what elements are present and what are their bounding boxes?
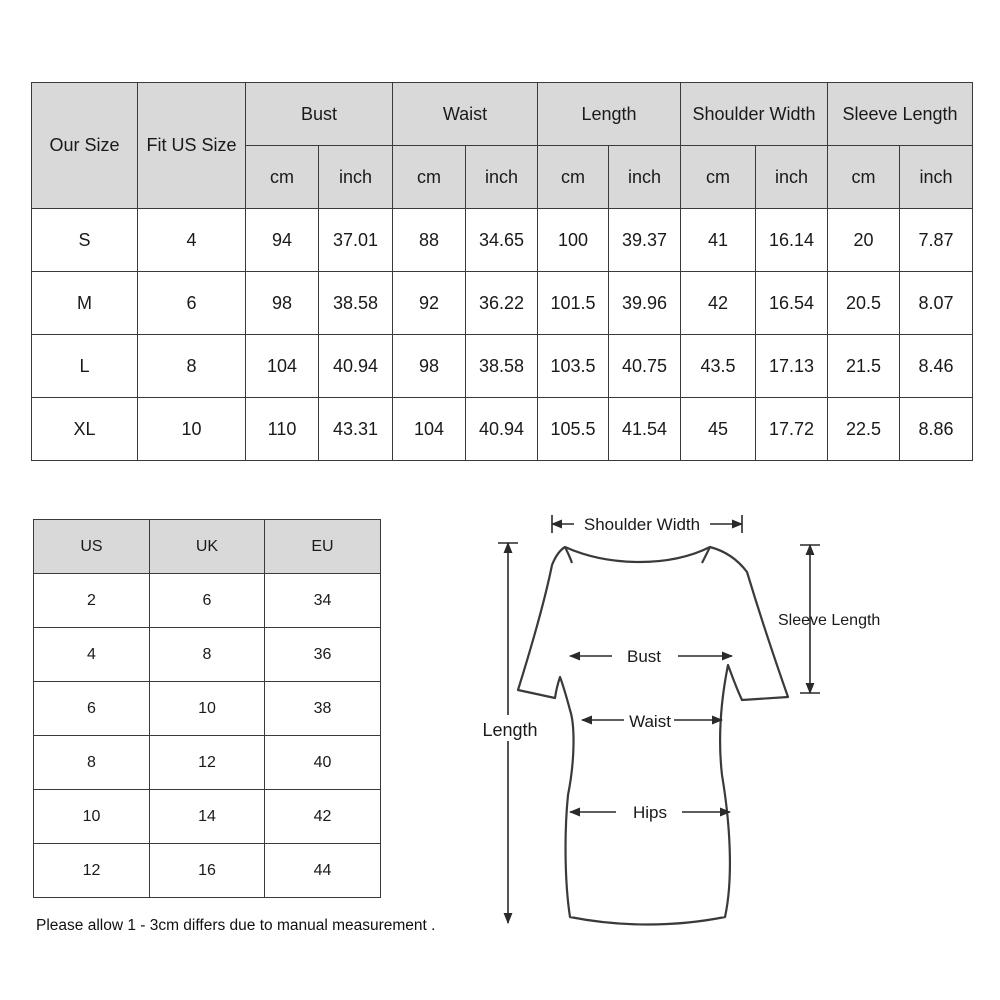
conversion-cell: 34 [265,574,381,628]
unit-inch-header: inch [756,146,828,209]
conversion-cell: 40 [265,736,381,790]
conversion-cell: 10 [34,790,150,844]
size-cell: 43.31 [319,398,393,461]
conversion-cell: 8 [34,736,150,790]
size-cell: 8.07 [900,272,973,335]
unit-inch-header: inch [900,146,973,209]
conversion-cell: 10 [150,682,265,736]
size-chart-header-row [32,83,973,146]
conversion-cell: 12 [34,844,150,898]
conversion-cell: 6 [150,574,265,628]
eu-header: EU [265,520,381,574]
size-cell: 20 [828,209,900,272]
size-cell: 40.94 [319,335,393,398]
size-cell: 36.22 [466,272,538,335]
unit-cm-header: cm [393,146,466,209]
conversion-cell: 6 [34,682,150,736]
size-cell: 98 [393,335,466,398]
unit-cm-header: cm [828,146,900,209]
shoulder-width-header: Shoulder Width [681,83,828,146]
size-cell: XL [32,398,138,461]
conversion-cell: 42 [265,790,381,844]
size-cell: 42 [681,272,756,335]
size-cell: 92 [393,272,466,335]
unit-inch-header: inch [609,146,681,209]
dress-measurement-diagram [470,505,890,935]
size-cell: 39.37 [609,209,681,272]
size-cell: 17.72 [756,398,828,461]
size-row [32,335,973,398]
size-cell: 39.96 [609,272,681,335]
size-cell: 101.5 [538,272,609,335]
bust-label: Bust [626,647,662,666]
conversion-row [34,628,381,682]
size-cell: 16.54 [756,272,828,335]
conversion-cell: 12 [150,736,265,790]
our-size-header: Our Size [32,83,138,209]
bust-header: Bust [246,83,393,146]
us-header: US [34,520,150,574]
size-cell: L [32,335,138,398]
size-cell: 4 [138,209,246,272]
size-cell: 38.58 [319,272,393,335]
unit-inch-header: inch [319,146,393,209]
size-cell: 40.94 [466,398,538,461]
unit-cm-header: cm [246,146,319,209]
size-cell: 104 [246,335,319,398]
size-cell: 100 [538,209,609,272]
waist-header: Waist [393,83,538,146]
unit-cm-header: cm [538,146,609,209]
size-cell: 94 [246,209,319,272]
size-cell: 8 [138,335,246,398]
size-cell: 88 [393,209,466,272]
sleeve-length-header: Sleeve Length [828,83,973,146]
size-cell: 38.58 [466,335,538,398]
conversion-row [34,682,381,736]
size-cell: 98 [246,272,319,335]
unit-inch-header: inch [466,146,538,209]
size-cell: 103.5 [538,335,609,398]
conversion-cell: 44 [265,844,381,898]
size-cell: 37.01 [319,209,393,272]
size-chart-body [32,209,973,461]
size-cell: 16.14 [756,209,828,272]
size-cell: M [32,272,138,335]
size-cell: 34.65 [466,209,538,272]
size-cell: 43.5 [681,335,756,398]
conversion-row [34,736,381,790]
conversion-cell: 16 [150,844,265,898]
size-cell: 105.5 [538,398,609,461]
size-row [32,272,973,335]
unit-cm-header: cm [681,146,756,209]
uk-header: UK [150,520,265,574]
conversion-cell: 38 [265,682,381,736]
measurement-note: Please allow 1 - 3cm differs due to manual measurement . [36,917,436,934]
conversion-row [34,790,381,844]
conversion-row [34,574,381,628]
conversion-cell: 4 [34,628,150,682]
waist-label: Waist [629,712,671,731]
conversion-header-row [34,520,381,574]
size-cell: 45 [681,398,756,461]
conversion-cell: 14 [150,790,265,844]
size-cell: 41.54 [609,398,681,461]
length-header: Length [538,83,681,146]
size-chart-table [31,82,973,461]
size-cell: 8.86 [900,398,973,461]
fit-us-size-header: Fit US Size [138,83,246,209]
shoulder-width-label: Shoulder Width [583,515,701,534]
size-row [32,209,973,272]
conversion-cell: 36 [265,628,381,682]
size-cell: 20.5 [828,272,900,335]
size-cell: 110 [246,398,319,461]
conversion-cell: 8 [150,628,265,682]
size-cell: 17.13 [756,335,828,398]
length-label: Length [482,720,538,740]
dress-outline-icon [518,547,788,925]
size-cell: 8.46 [900,335,973,398]
size-cell: 21.5 [828,335,900,398]
conversion-row [34,844,381,898]
hips-label: Hips [632,803,668,822]
size-cell: 22.5 [828,398,900,461]
conversion-body [34,574,381,898]
sleeve-length-label: Sleeve Length [778,612,881,629]
conversion-cell: 2 [34,574,150,628]
size-row [32,398,973,461]
size-cell: S [32,209,138,272]
size-cell: 41 [681,209,756,272]
size-cell: 6 [138,272,246,335]
size-cell: 40.75 [609,335,681,398]
size-conversion-table [33,519,381,898]
size-cell: 10 [138,398,246,461]
size-cell: 7.87 [900,209,973,272]
size-cell: 104 [393,398,466,461]
